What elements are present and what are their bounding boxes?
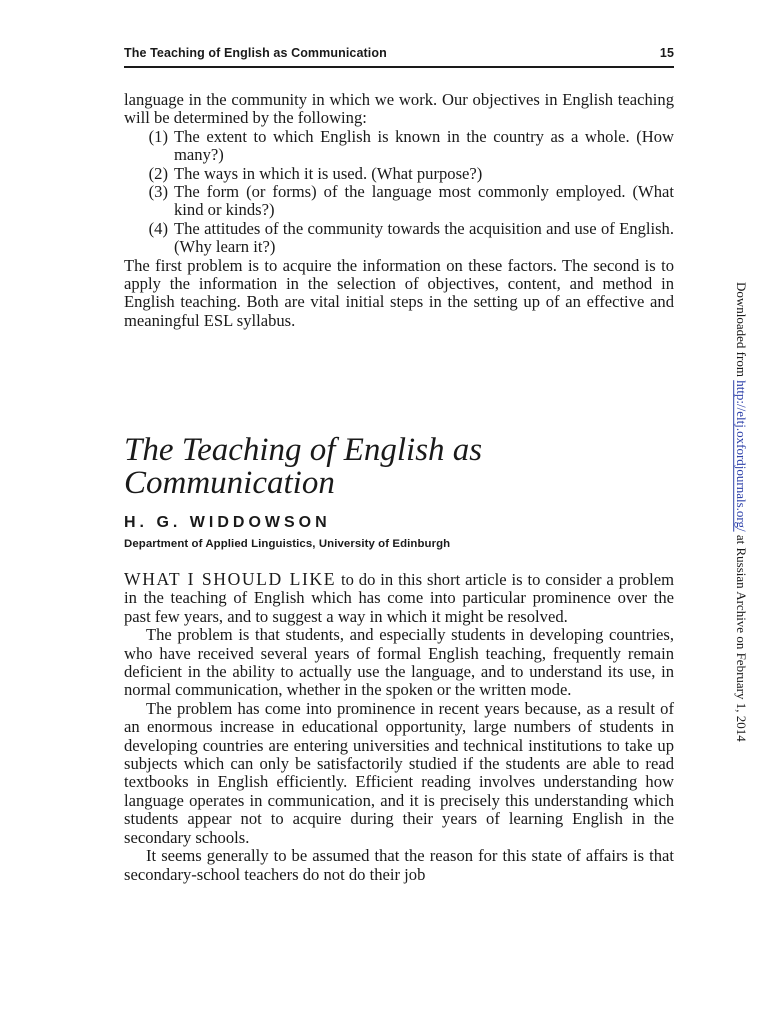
article-title-line-2: Communication [124,465,335,501]
download-source-link[interactable]: http://eltj.oxfordjournals.org/ [734,380,749,532]
body-paragraph-1 [124,570,674,626]
paragraph-1-text: to do in this short article is to consider a problem in the teaching of English which has come into particular prominence over the past few years, and to suggest a way in which it might be resolved. [124,570,674,626]
download-suffix: at Russian Archive on February 1, 2014 [734,531,749,742]
intro-closing-paragraph: The first problem is to acquire the information on these factors. The second is to apply the information in the selection of objectives, content, and method in English teaching. Both are vital initial steps in the setting up of an effective and meaningful ESL syllabus. [124,255,674,330]
intro-lead-paragraph: language in the community in which we work. Our objectives in English teaching will be determined by the following: [124,90,674,128]
list-item-text: The attitudes of the community towards the acquisition and use of English. (Why learn it?) [174,218,674,257]
download-watermark [731,272,751,752]
body-paragraph-2: The problem is that students, and especially students in developing countries, who have received several years of formal English teaching, frequently remain deficient in the ability to actually use the language, and to understand its use, in normal communication, whether in the spoken or the written mode. [124,625,674,700]
article-author: H. G. WIDDOWSON [124,514,331,531]
running-header [124,46,674,60]
header-rule [124,66,674,68]
list-item [124,128,674,165]
objectives-list [124,128,674,257]
download-prefix: Downloaded from [734,282,749,381]
list-item [124,165,674,183]
list-item-number: (4) [148,218,168,238]
article-title-line-1: The Teaching of English as [124,432,483,468]
list-item-text: The ways in which it is used. (What purpose?) [174,163,483,183]
opening-small-caps: WHAT I SHOULD LIKE [124,569,337,589]
running-title: The Teaching of English as Communication [124,46,387,60]
page-number: 15 [659,46,674,60]
article-title [124,434,674,500]
body-paragraph-3: The problem has come into prominence in recent years because, as a result of an enormous increase in educational opportunity, large numbers of students in developing countries are entering universities and technical institutions to take up subjects which can only be satisfactorily studied if the students are able to read textbooks in English efficiently. Efficient reading involves understanding how language operates in communication, and it is precisely this understanding which students appear not to acquire during their years of learning English in the secondary schools. [124,698,674,847]
list-item-text: The form (or forms) of the language most commonly employed. (What kind or kinds?) [174,182,674,220]
list-item [124,220,674,257]
list-item-number: (3) [148,182,168,202]
list-item-number: (1) [148,126,168,146]
list-item-number: (2) [148,163,168,183]
article-body [124,570,674,884]
author-affiliation: Department of Applied Linguistics, University of Edinburgh [124,538,451,550]
list-item-text: The extent to which English is known in the country as a whole. (How many?) [174,126,674,165]
list-item [124,183,674,220]
preceding-article-text [124,91,674,330]
body-paragraph-4: It seems generally to be assumed that the reason for this state of affairs is that secondary-school teachers do not do their job [124,846,674,884]
